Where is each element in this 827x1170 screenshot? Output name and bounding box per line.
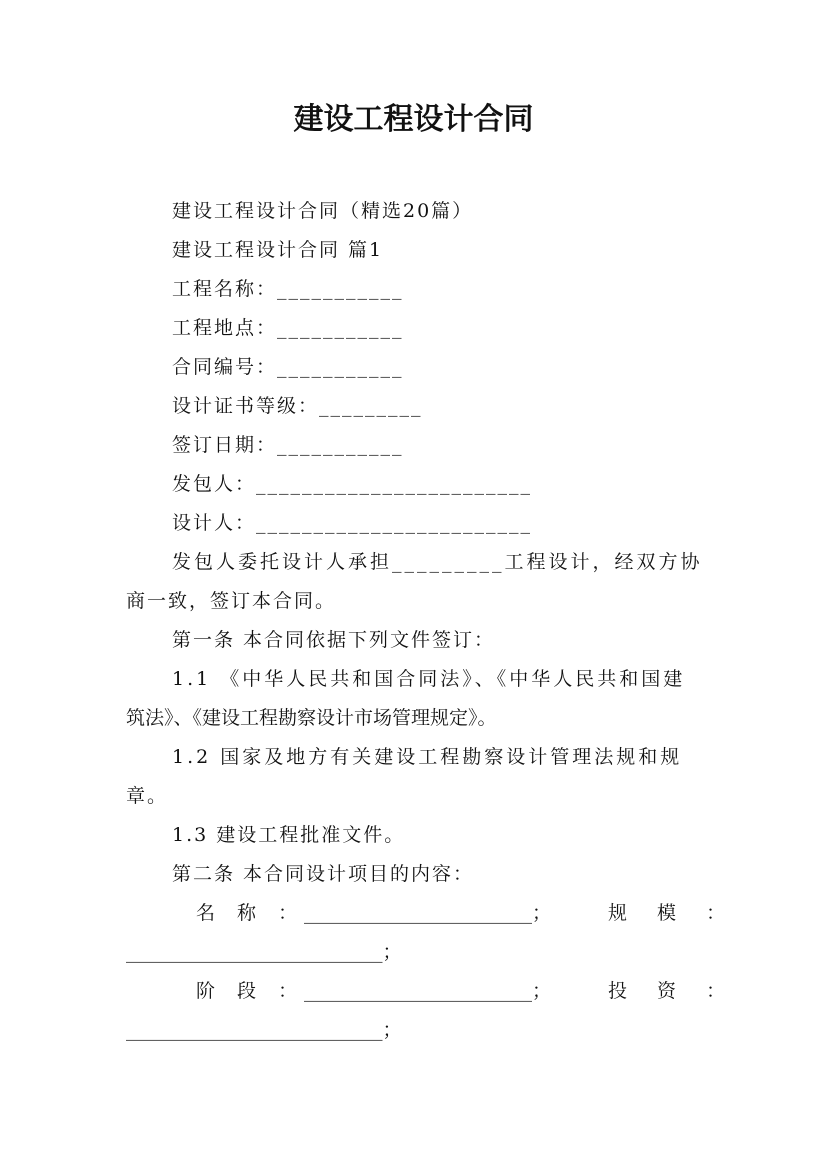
row-scale-label: 规 模 ： <box>608 902 738 924</box>
field-project-location: 工程地点：___________ <box>172 317 404 339</box>
field-contract-number: 合同编号：___________ <box>172 356 404 378</box>
row-investment-label: 投 资 ： <box>608 980 738 1002</box>
document-title: 建设工程设计合同 <box>293 102 534 137</box>
paragraph-entrust-line2: 商一致，签订本合同。 <box>126 590 337 612</box>
document-line-part: 建设工程设计合同 篇1 <box>172 239 384 261</box>
field-project-name: 工程名称：___________ <box>172 278 404 300</box>
row-stage-label: 阶 段 ： <box>196 980 306 1002</box>
clause-1-2-line1: 1.2 国家及地方有关建设工程勘察设计管理法规和规 <box>172 746 683 768</box>
row-investment-blank: ___________________________； <box>126 1019 402 1041</box>
document-line-subtitle: 建设工程设计合同（精选20篇） <box>172 200 474 222</box>
article-1-heading: 第一条 本合同依据下列文件签订： <box>172 629 496 651</box>
row-stage-blank: ________________________； <box>304 980 552 1002</box>
clause-1-3: 1.3 建设工程批准文件。 <box>172 824 406 846</box>
field-designer: 设计人：________________________ <box>172 512 533 534</box>
row-name-label: 名 称 ： <box>196 902 306 924</box>
field-certificate-grade: 设计证书等级：_________ <box>172 395 423 417</box>
clause-1-2-line2: 章。 <box>126 785 169 807</box>
clause-1-1-line1: 1.1 《中华人民共和国合同法》、《中华人民共和国建 <box>172 668 686 690</box>
row-name-blank: ________________________； <box>304 902 552 924</box>
paragraph-entrust-line1: 发包人委托设计人承担_________工程设计，经双方协 <box>172 551 703 573</box>
article-2-heading: 第二条 本合同设计项目的内容： <box>172 863 475 885</box>
field-signing-date: 签订日期：___________ <box>172 434 404 456</box>
row-scale-blank: ___________________________； <box>126 941 402 963</box>
field-employer: 发包人：________________________ <box>172 473 533 495</box>
clause-1-1-line2: 筑法》、《建设工程勘察设计市场管理规定》。 <box>126 707 497 729</box>
